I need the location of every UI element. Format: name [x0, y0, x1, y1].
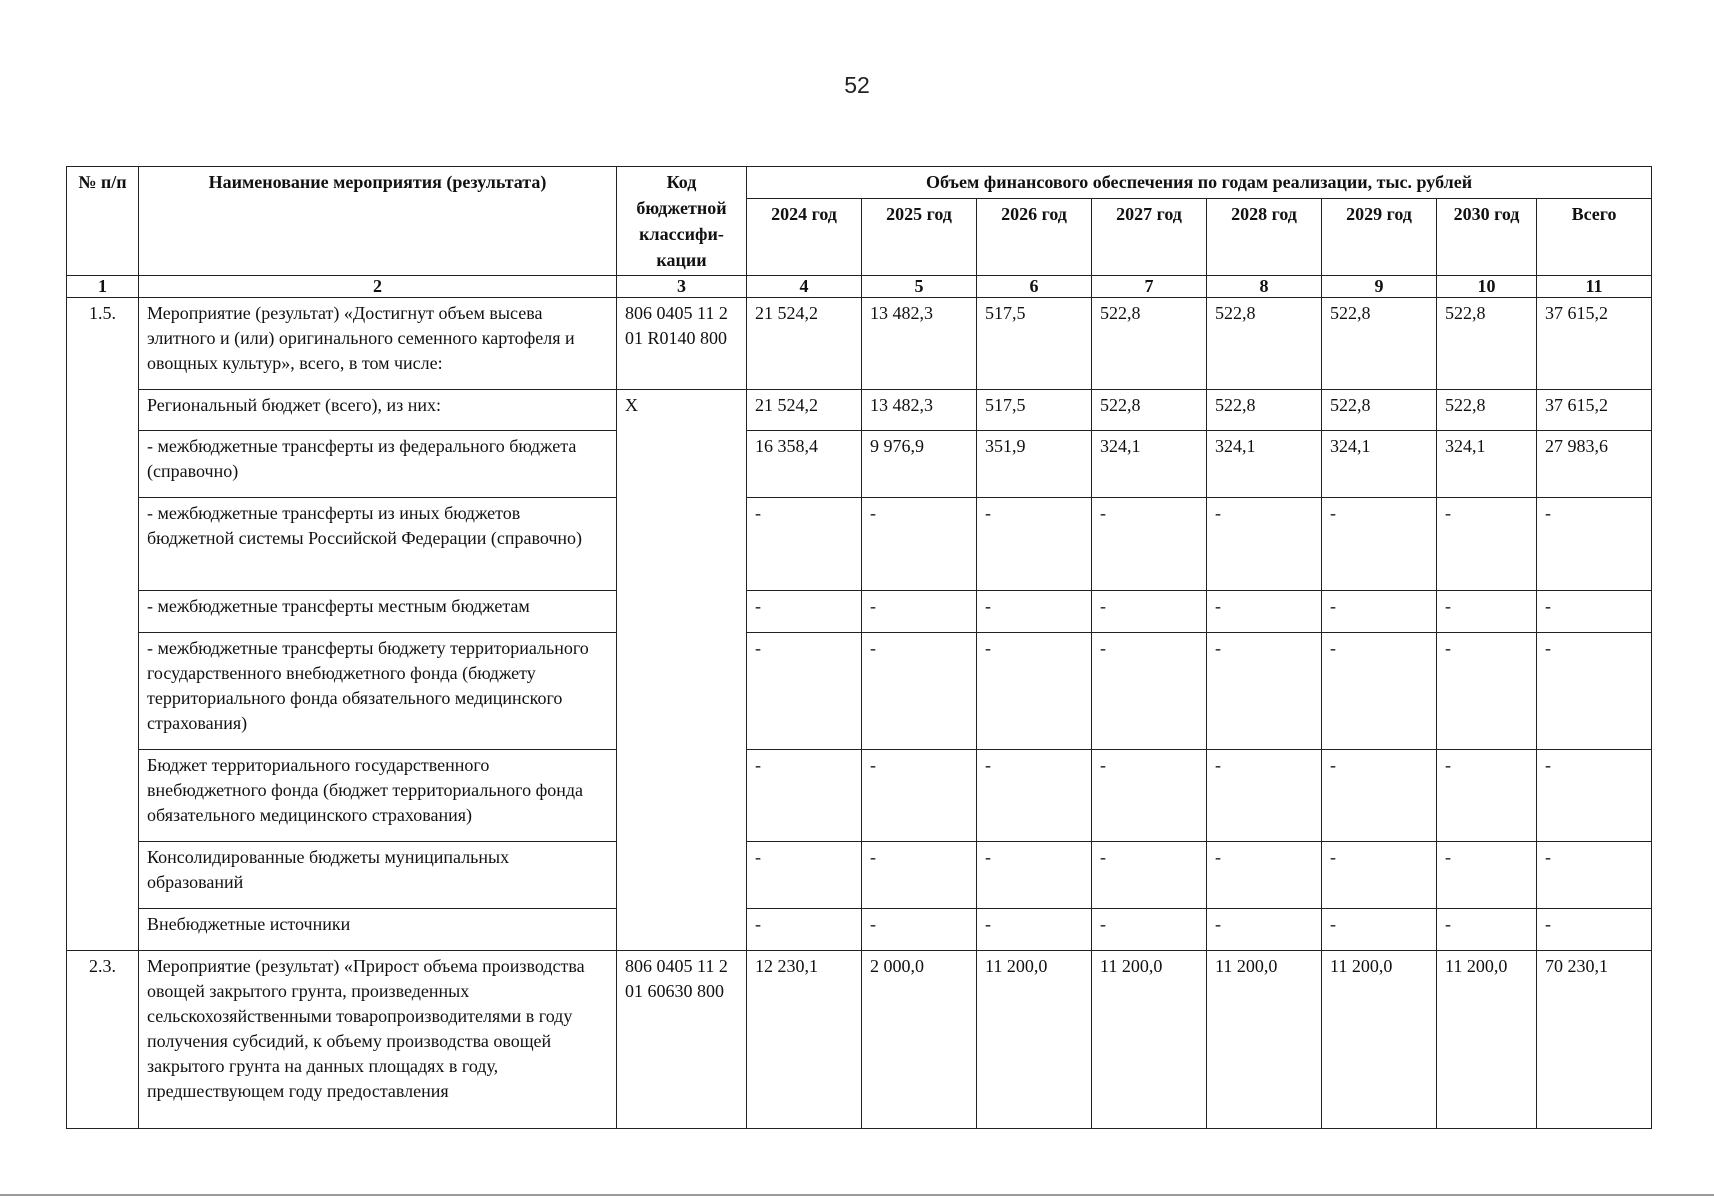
column-number: 3 [617, 276, 747, 298]
row-value: - [862, 591, 977, 633]
row-value: 324,1 [1092, 431, 1207, 498]
row-value: 522,8 [1092, 298, 1207, 390]
row-number: 1.5. [67, 298, 139, 951]
row-code: 806 0405 11 2 01 R0140 800 [617, 298, 747, 390]
header-year: 2030 год [1437, 199, 1537, 276]
column-number: 2 [139, 276, 617, 298]
row-value: 522,8 [1437, 390, 1537, 431]
table-row [67, 498, 1652, 591]
row-value: 37 615,2 [1537, 390, 1652, 431]
row-value: 522,8 [1322, 390, 1437, 431]
table-row [67, 591, 1652, 633]
row-value: - [1092, 909, 1207, 951]
row-name: - межбюджетные трансферты бюджету территориального государственного внебюджетного фонда (бюджету территориального фонда обязательного медицинского страхования) [139, 633, 617, 750]
row-value: - [1092, 633, 1207, 750]
row-value: - [1207, 591, 1322, 633]
row-value: - [747, 909, 862, 951]
row-value: 27 983,6 [1537, 431, 1652, 498]
column-number: 6 [977, 276, 1092, 298]
row-value: - [747, 842, 862, 909]
table-row [67, 951, 1652, 1129]
column-number: 9 [1322, 276, 1437, 298]
table-row [67, 431, 1652, 498]
row-value: - [1322, 498, 1437, 591]
row-value: - [1537, 750, 1652, 842]
header-name: Наименование мероприятия (результата) [139, 167, 617, 276]
row-value: 11 200,0 [1322, 951, 1437, 1129]
row-value: - [1092, 498, 1207, 591]
row-value: - [1322, 633, 1437, 750]
row-value: - [1207, 909, 1322, 951]
row-value: 517,5 [977, 390, 1092, 431]
row-value: - [862, 909, 977, 951]
row-value: - [1207, 633, 1322, 750]
row-value: - [977, 909, 1092, 951]
row-value: 351,9 [977, 431, 1092, 498]
row-value: 324,1 [1207, 431, 1322, 498]
header-year: 2027 год [1092, 199, 1207, 276]
row-value: 522,8 [1322, 298, 1437, 390]
row-value: 11 200,0 [1092, 951, 1207, 1129]
row-value: - [747, 633, 862, 750]
page-number: 52 [844, 72, 870, 98]
table-row [67, 390, 1652, 431]
row-name: - межбюджетные трансферты из иных бюджетов бюджетной системы Российской Федерации (справочно) [139, 498, 617, 591]
column-number: 4 [747, 276, 862, 298]
row-value: 21 524,2 [747, 298, 862, 390]
page-bottom-divider [0, 1194, 1714, 1196]
column-number: 1 [67, 276, 139, 298]
header-year: 2024 год [747, 199, 862, 276]
row-value: - [1437, 591, 1537, 633]
row-name: - межбюджетные трансферты местным бюджетам [139, 591, 617, 633]
row-value: 11 200,0 [977, 951, 1092, 1129]
table-row [67, 633, 1652, 750]
row-value: - [862, 633, 977, 750]
row-name: - межбюджетные трансферты из федерального бюджета (справочно) [139, 431, 617, 498]
column-numbers-row [67, 276, 1652, 298]
row-value: - [1207, 842, 1322, 909]
header-year: 2029 год [1322, 199, 1437, 276]
header-total: Всего [1537, 199, 1652, 276]
row-value: - [1207, 750, 1322, 842]
header-code: Код бюджетной классифи-кации [617, 167, 747, 276]
row-value: 11 200,0 [1207, 951, 1322, 1129]
row-value: 9 976,9 [862, 431, 977, 498]
row-value: 522,8 [1207, 298, 1322, 390]
row-value: - [1207, 498, 1322, 591]
row-value: 37 615,2 [1537, 298, 1652, 390]
row-value: - [1537, 498, 1652, 591]
row-value: - [1092, 750, 1207, 842]
row-value: 324,1 [1322, 431, 1437, 498]
column-number: 10 [1437, 276, 1537, 298]
row-code: X [617, 390, 747, 951]
row-value: - [747, 498, 862, 591]
row-value: - [747, 750, 862, 842]
row-value: - [1437, 842, 1537, 909]
row-value: 522,8 [1437, 298, 1537, 390]
row-value: - [1537, 909, 1652, 951]
row-value: - [1322, 842, 1437, 909]
row-value: 21 524,2 [747, 390, 862, 431]
row-value: - [1092, 591, 1207, 633]
row-value: - [862, 498, 977, 591]
row-value: - [1437, 750, 1537, 842]
column-number: 11 [1537, 276, 1652, 298]
header-year: 2025 год [862, 199, 977, 276]
row-value: 13 482,3 [862, 390, 977, 431]
row-value: - [1437, 909, 1537, 951]
row-value: - [1437, 498, 1537, 591]
row-value: 522,8 [1092, 390, 1207, 431]
header-year: 2026 год [977, 199, 1092, 276]
row-value: - [1537, 842, 1652, 909]
row-value: - [977, 498, 1092, 591]
column-number: 8 [1207, 276, 1322, 298]
row-name: Внебюджетные источники [139, 909, 617, 951]
row-number: 2.3. [67, 951, 139, 1129]
row-value: - [1537, 633, 1652, 750]
row-value: 12 230,1 [747, 951, 862, 1129]
header-year: 2028 год [1207, 199, 1322, 276]
row-value: - [862, 750, 977, 842]
table-row [67, 909, 1652, 951]
row-value: - [977, 633, 1092, 750]
column-number: 7 [1092, 276, 1207, 298]
row-name: Мероприятие (результат) «Прирост объема производства овощей закрытого грунта, произведенных сельскохозяйственными товаропроизводителями в году получения субсидий, к объему производства овощей закрытого грунта на данных площадях в году, предшествующем году предоставления [139, 951, 617, 1129]
row-name: Региональный бюджет (всего), из них: [139, 390, 617, 431]
row-value: - [1322, 591, 1437, 633]
table-row [67, 750, 1652, 842]
row-value: 70 230,1 [1537, 951, 1652, 1129]
header-no: № п/п [67, 167, 139, 276]
table-row [67, 298, 1652, 390]
row-value: 13 482,3 [862, 298, 977, 390]
row-value: - [862, 842, 977, 909]
row-value: 517,5 [977, 298, 1092, 390]
row-name: Бюджет территориального государственного внебюджетного фонда (бюджет территориального фонда обязательного медицинского страхования) [139, 750, 617, 842]
row-value: - [1092, 842, 1207, 909]
row-name: Мероприятие (результат) «Достигнут объем высева элитного и (или) оригинального семенного картофеля и овощных культур», всего, в том числе: [139, 298, 617, 390]
row-value: 2 000,0 [862, 951, 977, 1129]
row-code: 806 0405 11 2 01 60630 800 [617, 951, 747, 1129]
row-value: 11 200,0 [1437, 951, 1537, 1129]
row-value: - [1322, 909, 1437, 951]
row-value: 324,1 [1437, 431, 1537, 498]
row-value: - [1537, 591, 1652, 633]
row-value: - [1437, 633, 1537, 750]
row-value: 522,8 [1207, 390, 1322, 431]
row-value: - [977, 591, 1092, 633]
financing-table [66, 166, 1652, 1129]
column-number: 5 [862, 276, 977, 298]
row-value: - [977, 842, 1092, 909]
row-value: 16 358,4 [747, 431, 862, 498]
row-value: - [1322, 750, 1437, 842]
row-value: - [747, 591, 862, 633]
row-value: - [977, 750, 1092, 842]
table-row [67, 842, 1652, 909]
header-volume-group: Объем финансового обеспечения по годам реализации, тыс. рублей [747, 167, 1652, 199]
row-name: Консолидированные бюджеты муниципальных образований [139, 842, 617, 909]
